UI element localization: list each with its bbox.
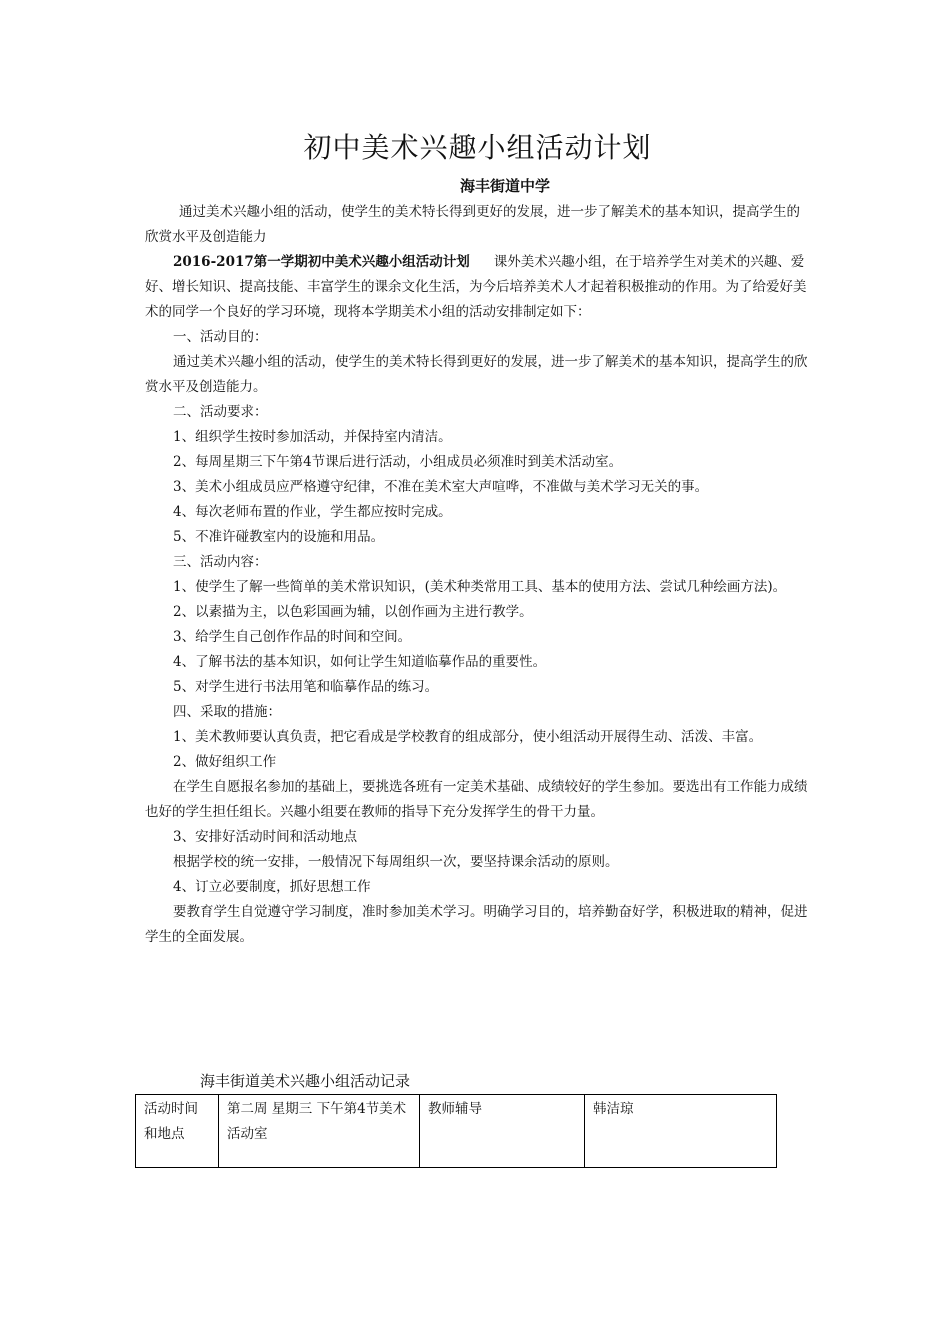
section2-item: 5、不准许碰教室内的设施和用品。 <box>173 529 385 545</box>
plan-intro-text: 课外美术兴趣小组，在于培养学生对美术的兴趣、爱好、增长知识、提高技能、丰富学生的课余文化生活，为今后培养美术人才起着积极推动的作用。为了给爱好美术的同学一个良好的学习环境，现将本学期美术小组的活动安排制定如下： <box>145 254 807 320</box>
section3-item: 1、使学生了解一些简单的美术常识知识，(美术种类常用工具、基本的使用方法、尝试几种绘画方法)。 <box>173 579 787 595</box>
intro-paragraph: 通过美术兴趣小组的活动，使学生的美术特长得到更好的发展，进一步了解美术的基本知识，提高学生的欣赏水平及创造能力 <box>145 204 800 245</box>
record-cell-teacher-label: 教师辅导 <box>420 1095 585 1168</box>
section2-item: 3、美术小组成员应严格遵守纪律，不准在美术室大声喧哗，不准做与美术学习无关的事。 <box>173 479 709 495</box>
document-subtitle: 海丰街道中学 <box>459 177 550 195</box>
section1-heading: 一、活动目的： <box>173 329 268 345</box>
section4-heading: 四、采取的措施： <box>173 704 281 720</box>
section1-text: 通过美术兴趣小组的活动，使学生的美术特长得到更好的发展，进一步了解美术的基本知识，提高学生的欣赏水平及创造能力。 <box>145 354 808 395</box>
plan-paragraph <box>145 250 810 325</box>
section3-item: 3、给学生自己创作作品的时间和空间。 <box>173 629 412 645</box>
section2-heading: 二、活动要求： <box>173 404 268 420</box>
section4-item: 3、安排好活动时间和活动地点 <box>173 829 358 845</box>
section4-item: 1、美术教师要认真负责，把它看成是学校教育的组成部分，使小组活动开展得生动、活泼、丰富。 <box>173 729 763 745</box>
section2-item: 4、每次老师布置的作业，学生都应按时完成。 <box>173 504 452 520</box>
section3-heading: 三、活动内容： <box>173 554 268 570</box>
section4-item-text: 在学生自愿报名参加的基础上，要挑选各班有一定美术基础、成绩较好的学生参加。要选出有工作能力成绩也好的学生担任组长。兴趣小组要在教师的指导下充分发挥学生的骨干力量。 <box>145 779 808 820</box>
section4-item-text: 根据学校的统一安排，一般情况下每周组织一次，要坚持课余活动的原则。 <box>173 854 619 870</box>
section4-item-text: 要教育学生自觉遵守学习制度，准时参加美术学习。明确学习目的，培养勤奋好学，积极进取的精神，促进学生的全面发展。 <box>145 904 808 945</box>
record-cell-time-value: 第二周 星期三 下午第4节美术活动室 <box>219 1095 420 1168</box>
record-title: 海丰街道美术兴趣小组活动记录 <box>200 1072 411 1090</box>
document-title: 初中美术兴趣小组活动计划 <box>303 131 652 164</box>
document-body <box>145 200 810 950</box>
section2-item: 1、组织学生按时参加活动，并保持室内清洁。 <box>173 429 452 445</box>
plan-heading: 2016-2017第一学期初中美术兴趣小组活动计划 <box>173 254 470 270</box>
record-cell-teacher-value: 韩洁琼 <box>585 1095 777 1168</box>
section3-item: 2、以素描为主，以色彩国画为辅，以创作画为主进行教学。 <box>173 604 533 620</box>
activity-record-table <box>135 1094 777 1168</box>
section3-item: 5、对学生进行书法用笔和临摹作品的练习。 <box>173 679 439 695</box>
section2-item: 2、每周星期三下午第4节课后进行活动，小组成员必须准时到美术活动室。 <box>173 454 623 470</box>
section4-item: 4、订立必要制度，抓好思想工作 <box>173 879 371 895</box>
section4-item: 2、做好组织工作 <box>173 754 277 770</box>
table-row <box>136 1095 777 1168</box>
record-cell-time-label: 活动时间和地点 <box>136 1095 219 1168</box>
section3-item: 4、了解书法的基本知识，如何让学生知道临摹作品的重要性。 <box>173 654 547 670</box>
